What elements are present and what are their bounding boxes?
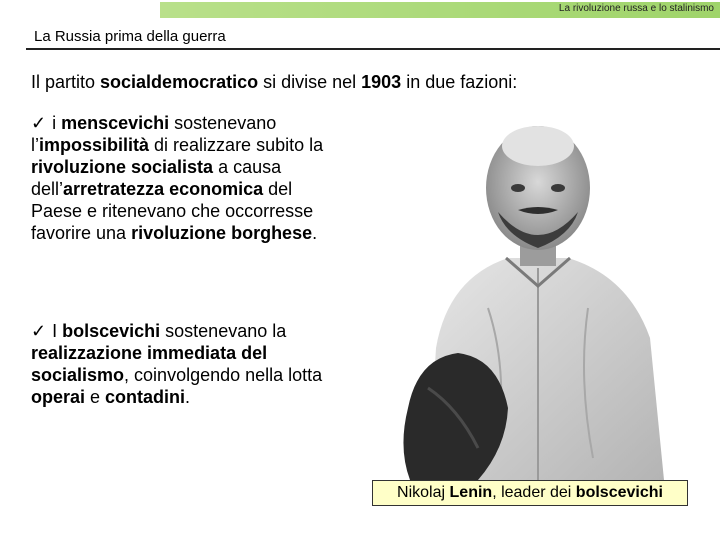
text-part: di realizzare subito la [149,135,324,155]
text-part: sostenevano la [160,321,287,341]
bold-term: contadini [105,387,186,407]
intro-part: in due fazioni: [401,72,518,92]
bold-term: realizzazione immediata del socialismo [31,343,268,385]
deck-title: La rivoluzione russa e lo stalinismo [558,3,714,14]
bold-term: arretratezza economica [63,179,264,199]
title-divider [26,48,720,50]
bold-term: menscevichi [61,113,170,133]
intro-bold-year: 1903 [361,72,402,92]
bold-term: impossibilità [39,135,150,155]
slide-title: La Russia prima della guerra [34,28,226,45]
bold-term: operai [31,387,86,407]
text-part: i [52,113,62,133]
caption-part: , leader dei [492,484,576,501]
bold-term: rivoluzione socialista [31,157,214,177]
point-menscevichi [31,112,331,244]
photo-caption [372,480,688,506]
text-part: a causa dell’ [31,157,282,199]
checkmark-icon: ✓ [31,321,47,341]
intro-text [31,72,517,93]
bold-term: rivoluzione borghese [131,223,313,243]
caption-bold: bolscevichi [575,484,663,501]
checkmark-icon: ✓ [31,113,47,133]
text-part: . [312,223,318,243]
point-bolscevichi [31,320,331,408]
text-part: sostenevano l’ [31,113,277,155]
text-part: e [85,387,106,407]
lenin-portrait-illustration [388,108,684,480]
text-part: del Paese e ritenevano che occorresse favorire una [31,179,314,243]
bold-term: bolscevichi [62,321,161,341]
caption-bold: Lenin [449,484,493,501]
caption-part: Nikolaj [397,484,450,501]
text-part: , coinvolgendo nella lotta [124,365,323,385]
text-part: I [52,321,63,341]
lenin-photo [388,108,684,480]
intro-part: si divise nel [258,72,362,92]
header-bar [160,2,720,18]
intro-bold-party: socialdemocratico [100,72,259,92]
intro-part: Il partito [31,72,101,92]
text-part: . [185,387,191,407]
